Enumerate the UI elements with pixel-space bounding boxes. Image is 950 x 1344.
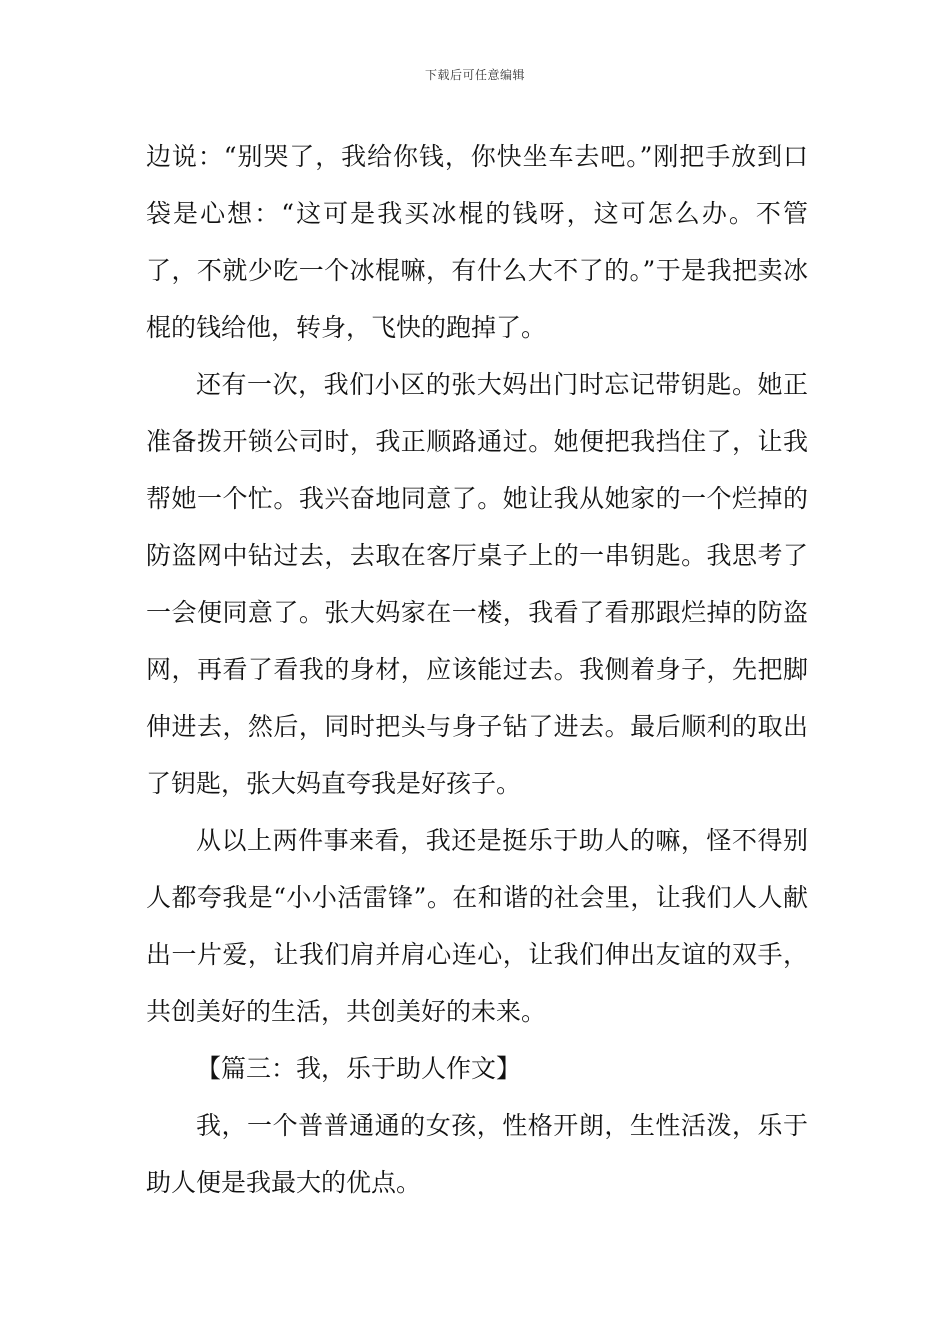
header-note: 下载后可任意编辑 bbox=[424, 68, 525, 82]
paragraph-key-story: 还有一次，我们小区的张大妈出门时忘记带钥匙。她正准备拨开锁公司时，我正顺路通过。她便把我挡住了，让我帮她一个忙。我兴奋地同意了。她让我从她家的一个烂掉的防盗网中钻过去，去取在客厅桌子上的一串钥匙。我思考了一会便同意了。张大妈家在一楼，我看了看那跟烂掉的防盗网，再看了看我的身材，应该能过去。我侧着身子，先把脚伸进去，然后，同时把头与身子钻了进去。最后顺利的取出了钥匙，张大妈直夸我是好孩子。 bbox=[146, 370, 808, 798]
paragraph-continuation: 边说：“别哭了，我给你钱，你快坐车去吧。”刚把手放到口袋是心想：“这可是我买冰棍的钱呀，这可怎么办。不管了，不就少吃一个冰棍嘛，有什么大不了的。”于是我把卖冰棍的钱给他，转身，飞快的跑掉了。 bbox=[146, 142, 808, 342]
paragraph-conclusion: 从以上两件事来看，我还是挺乐于助人的嘛，怪不得别人都夸我是“小小活雷锋”。在和谐的社会里，让我们人人献出一片爱，让我们肩并肩心连心，让我们伸出友谊的双手，共创美好的生活，共创美好的未来。 bbox=[146, 826, 808, 1026]
document-body bbox=[146, 128, 808, 1211]
paragraph-intro: 我，一个普普通通的女孩，性格开朗，生性活泼，乐于助人便是我最大的优点。 bbox=[146, 1111, 808, 1197]
section-heading: 【篇三：我，乐于助人作文】 bbox=[196, 1054, 522, 1083]
